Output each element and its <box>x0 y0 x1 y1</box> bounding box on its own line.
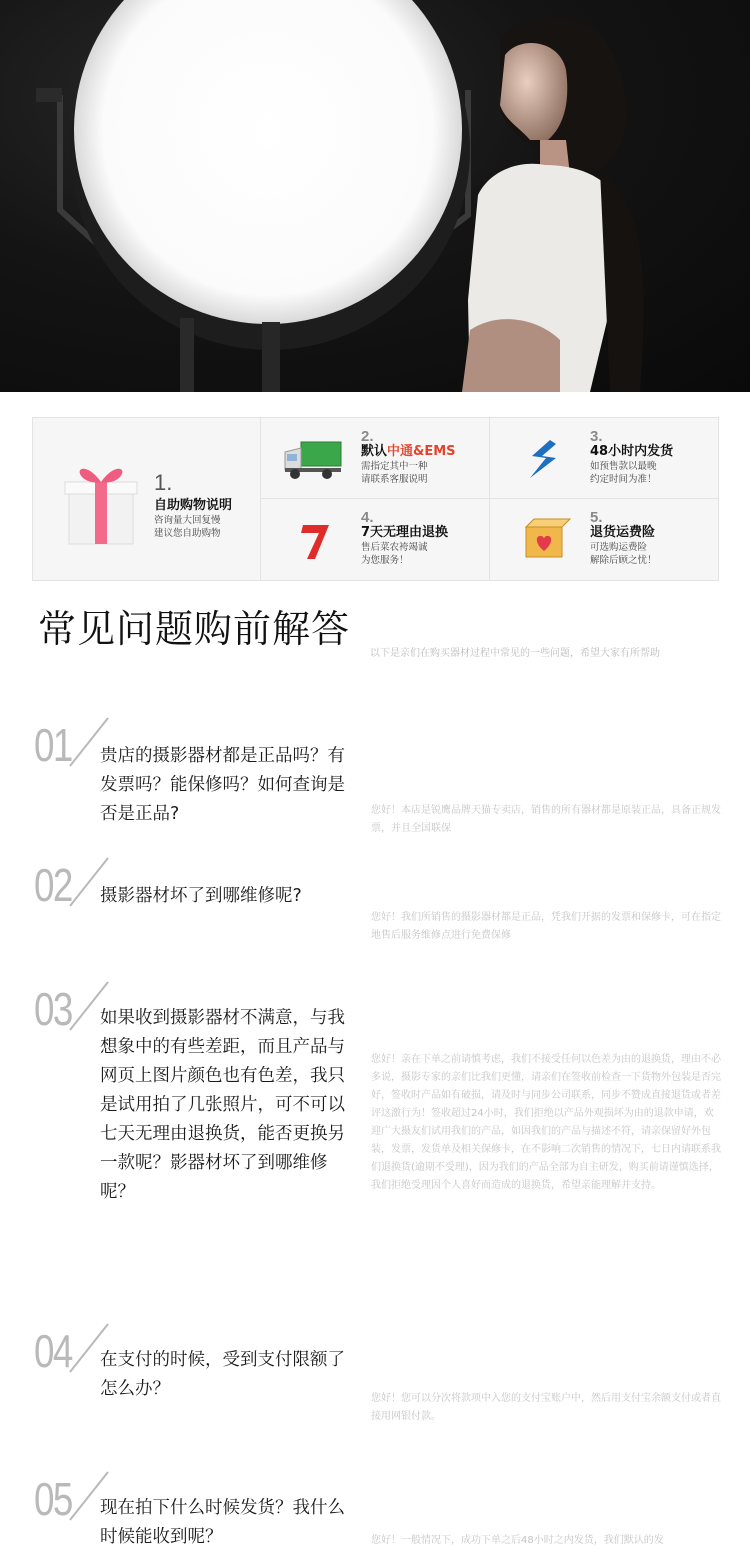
faq-number-text: 05 <box>34 1473 72 1525</box>
title-text: 默认 <box>361 444 388 459</box>
step-title: 退货运费险 <box>590 525 656 540</box>
step-number: 1. <box>154 470 173 495</box>
seven-days-icon <box>283 515 343 565</box>
faq-answer: 您好！您可以分次将款项中入您的支付宝账户中，然后用支付宝余额支付或者直接用网银付款。 <box>371 1393 721 1422</box>
step-title: 自助购物说明 <box>154 498 233 513</box>
faq-subtitle: 以下是亲们在购买器材过程中常见的一些问题，希望大家有所帮助 <box>370 648 660 659</box>
faq-question: 贵店的摄影器材都是正品吗？有发票吗？能保修吗？如何查询是否是正品? <box>100 746 345 824</box>
faq-question: 摄影器材坏了到哪维修呢? <box>100 886 302 906</box>
step-title: 7天无理由退换 <box>361 525 449 540</box>
service-shipping-carrier <box>261 418 490 499</box>
step-number: 3. <box>590 428 603 445</box>
service-7day-return <box>261 499 490 580</box>
step-desc-line: 解除后顾之忧！ <box>590 555 657 566</box>
faq-number-text: 01 <box>34 719 72 771</box>
step-desc-line: 约定时间为准！ <box>590 474 657 485</box>
step-desc-line: 请联系客服说明 <box>361 474 428 485</box>
faq-title: 常见问题购前解答 <box>38 607 351 651</box>
express-s-logo-icon <box>512 434 572 484</box>
faq-answer: 您好！一般情况下，成功下单之后48小时之内发货，我们默认的发 <box>371 1535 664 1546</box>
step-title <box>361 444 456 460</box>
step-title: 48小时内发货 <box>590 444 674 459</box>
step-desc-line: 售后菜农袴竭诚 <box>361 542 428 553</box>
step-number: 2. <box>361 428 374 445</box>
step-desc-line: 如预售款以最晚 <box>590 461 657 472</box>
gift-box-icon <box>63 456 139 546</box>
step-number: 4. <box>361 509 374 526</box>
service-panel <box>32 417 719 581</box>
title-accent: 中通&EMS <box>387 444 456 459</box>
service-48h-shipping <box>490 418 719 499</box>
faq-number-text: 04 <box>34 1325 72 1377</box>
faq-number-text: 02 <box>34 859 72 911</box>
faq-answer: 您好！亲在下单之前请慎考虑，我们不接受任何以色差为由的退换货，理由不必多说，摄影专家的亲们比我们更懂，请亲们在签收前检查一下货物外包装是否完好，签收时产品如有破损，请及时与同步公司联系，同步不赞成直接退货或者差评这激行为！签收超过24小时，我们拒绝以产品外观损坏为由的退款申请，欢迎广大摄友们试用我们的产品，如因我们的产品与描述不符，请亲保留好外包装，发票，发货单及相关保修卡，在不影响二次销售的情况下，七日内请联系我们退换货(逾期不受理)，因为我们的产品全部为自主研发，购买前请谨慎选择，我们拒绝受理因个人喜好而造成的退换货，希望亲能理解并支持。 <box>371 1054 721 1191</box>
faq-question: 如果收到摄影器材不满意，与我想象中的有些差距，而且产品与网页上图片颜色也有色差，我只是试用拍了几张照片，可不可以七天无理由退换货，能否更换另一款呢？影器材坏了到哪维修呢？ <box>100 1008 345 1202</box>
service-return-insurance <box>490 499 719 580</box>
step-desc-line: 咨询量大回复慢 <box>154 515 221 526</box>
self-service-guide <box>33 418 261 580</box>
hero-photo <box>0 0 750 392</box>
faq-answer: 您好！我们所销售的摄影器材都是正品，凭我们开据的发票和保修卡，可在指定地售后服务维修点进行免费保修 <box>371 912 721 941</box>
step-desc-line: 需指定其中一种 <box>361 461 428 472</box>
faq-question: 在支付的时候，受到支付限额了怎么办？ <box>100 1350 345 1399</box>
hero-illustration <box>0 0 750 392</box>
step-desc-line: 为您服务！ <box>361 555 409 566</box>
step-desc-line: 建议您自助购物 <box>154 528 221 539</box>
heart-parcel-icon <box>512 515 572 565</box>
faq-question: 现在拍下什么时候发货？我什么时候能收到呢？ <box>100 1498 345 1546</box>
faq-number-text: 03 <box>34 983 72 1035</box>
step-desc-line: 可选购运费险 <box>590 542 648 553</box>
delivery-truck-icon <box>283 434 343 484</box>
step-number: 5. <box>590 509 603 526</box>
faq-answer: 您好！本店是锐鹰品牌天猫专卖店，销售的所有器材都是原装正品，具备正规发票，并且全国联保 <box>371 805 721 834</box>
